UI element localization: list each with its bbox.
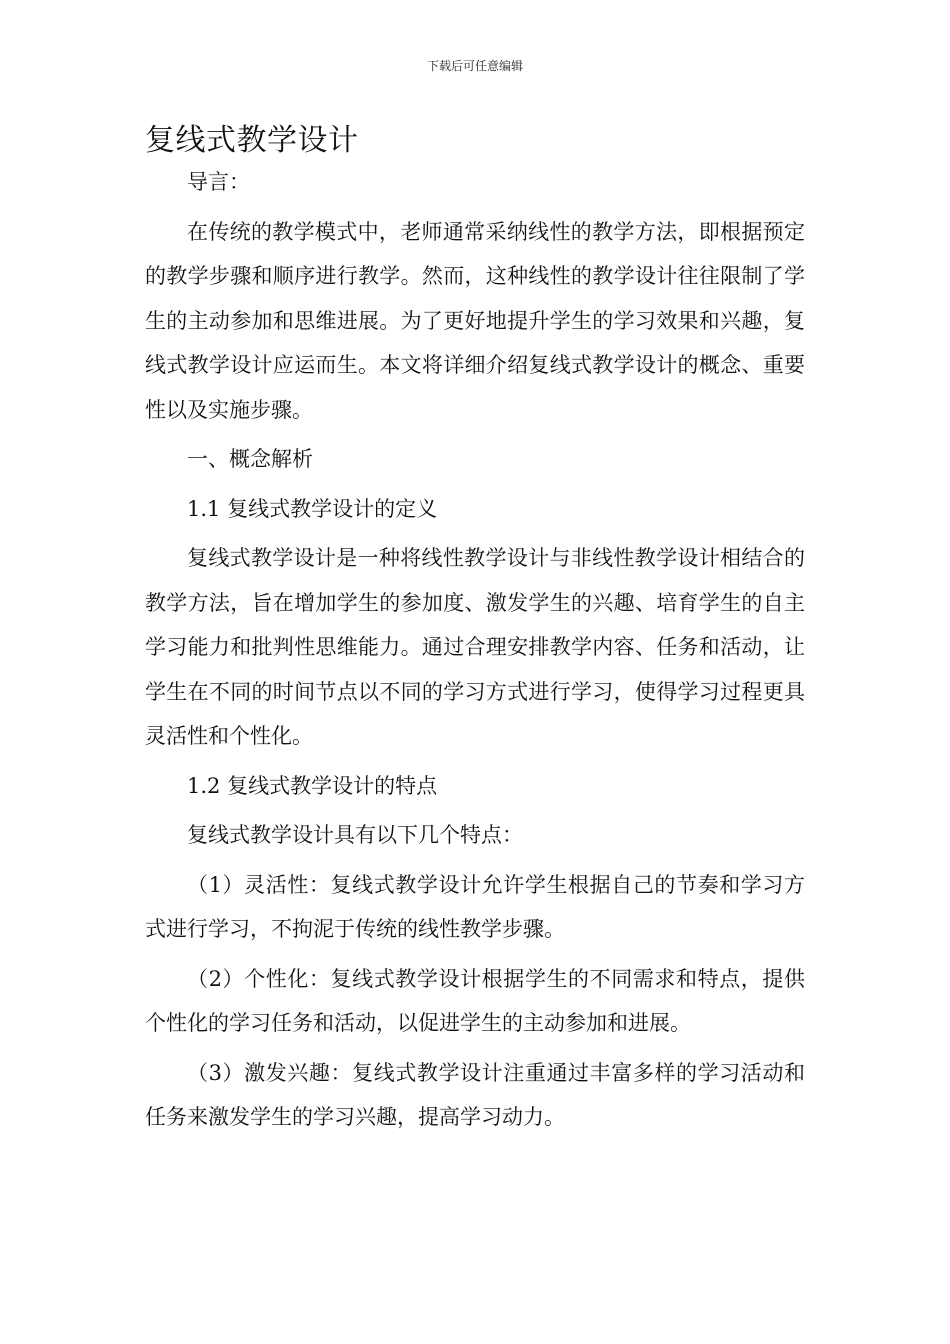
section-heading-concept: 一、概念解析 xyxy=(187,447,313,471)
page-header-note: 下载后可任意编辑 xyxy=(426,59,523,73)
feature-item-interest: （3）激发兴趣：复线式教学设计注重通过丰富多样的学习活动和任务来激发学生的学习兴趣，提高学习动力。 xyxy=(145,1060,805,1129)
feature-item-personalization: （2）个性化：复线式教学设计根据学生的不同需求和特点，提供个性化的学习任务和活动，以促进学生的主动参加和进展。 xyxy=(145,966,805,1035)
intro-paragraph: 在传统的教学模式中，老师通常采纳线性的教学方法，即根据预定的教学步骤和顺序进行教学。然而，这种线性的教学设计往往限制了学生的主动参加和思维进展。为了更好地提升学生的学习效果和兴趣，复线式教学设计应运而生。本文将详细介绍复线式教学设计的概念、重要性以及实施步骤。 xyxy=(145,219,805,422)
document-body xyxy=(145,160,805,1145)
subsection-heading-definition: 1.1 复线式教学设计的定义 xyxy=(187,496,438,521)
intro-heading: 导言： xyxy=(187,170,250,194)
document-title: 复线式教学设计 xyxy=(145,123,359,158)
subsection-heading-features: 1.2 复线式教学设计的特点 xyxy=(187,773,438,798)
feature-item-flexibility: （1）灵活性：复线式教学设计允许学生根据自己的节奏和学习方式进行学习，不拘泥于传统的线性教学步骤。 xyxy=(145,872,805,941)
definition-paragraph: 复线式教学设计是一种将线性教学设计与非线性教学设计相结合的教学方法，旨在增加学生的参加度、激发学生的兴趣、培育学生的自主学习能力和批判性思维能力。通过合理安排教学内容、任务和活动，让学生在不同的时间节点以不同的学习方式进行学习，使得学习过程更具灵活性和个性化。 xyxy=(145,546,805,748)
features-intro-paragraph: 复线式教学设计具有以下几个特点： xyxy=(187,823,523,847)
